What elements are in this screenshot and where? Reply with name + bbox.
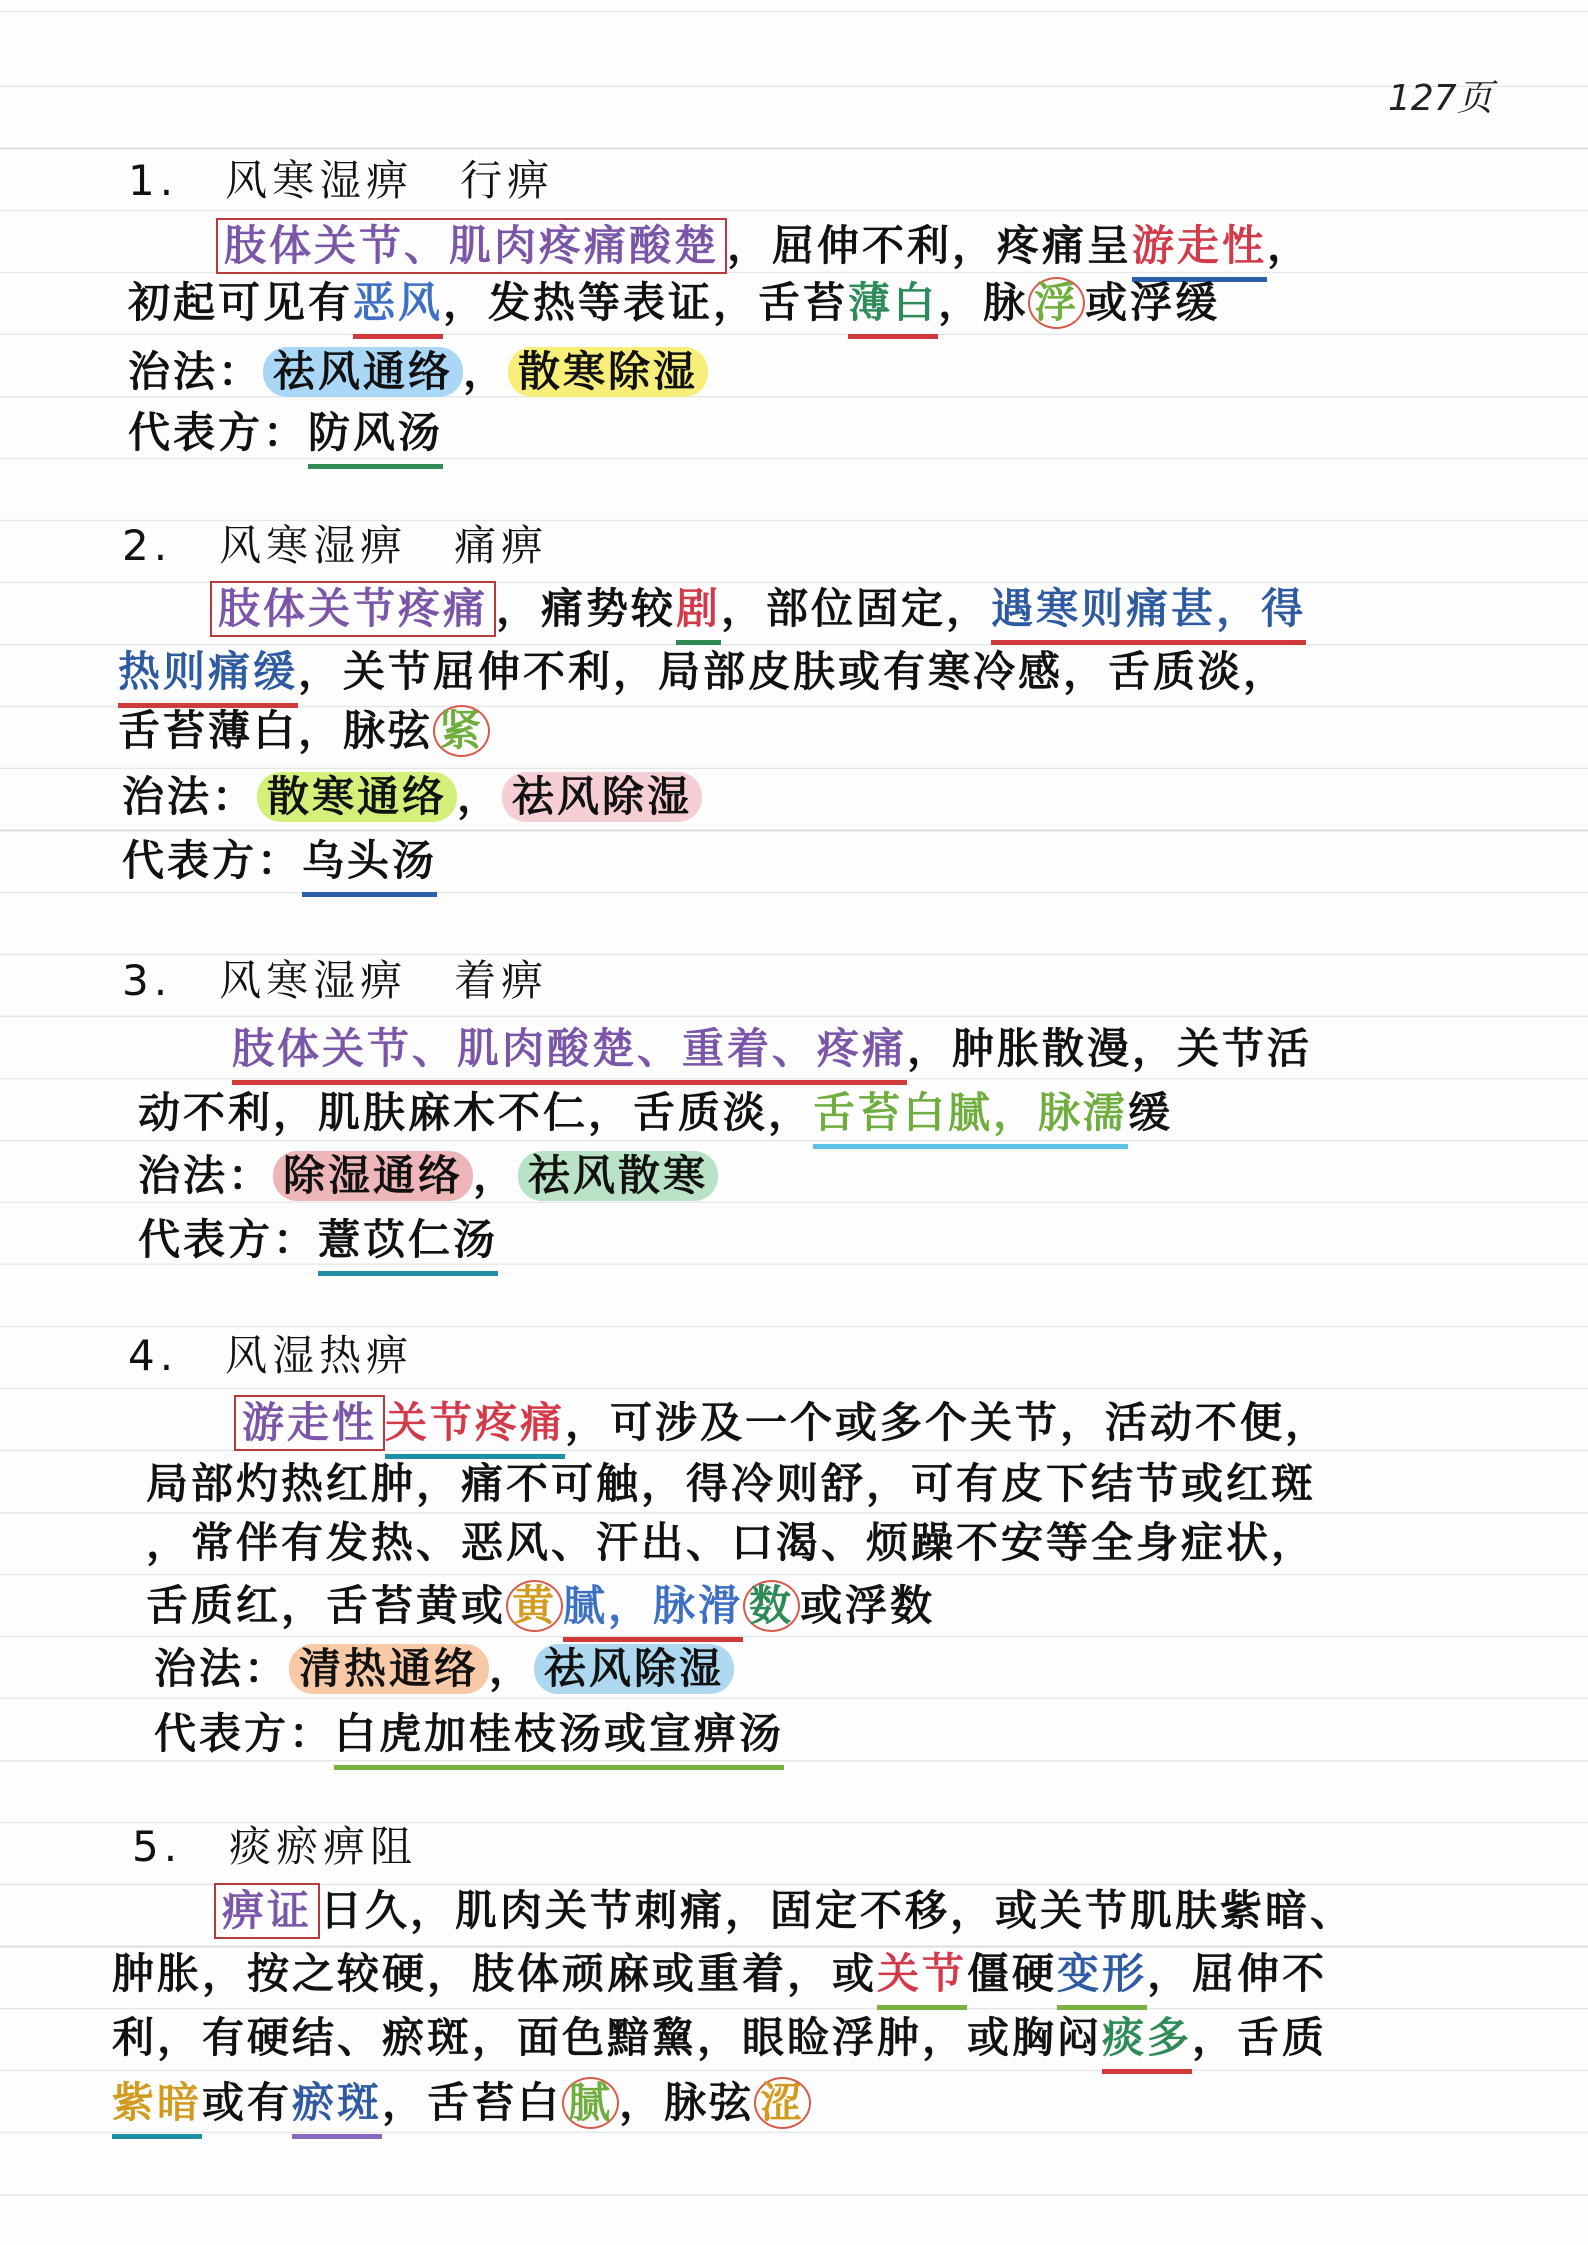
annotated-term: 清热通络 <box>289 1644 489 1694</box>
note-text: ，脉弦 <box>619 2078 755 2127</box>
note-text: 或浮缓 <box>1085 278 1221 327</box>
annotated-term: 祛风除湿 <box>534 1644 734 1694</box>
note-text: 初起可见有 <box>128 278 354 327</box>
note-text: ， <box>1267 221 1313 270</box>
annotated-term: 肢体关节疼痛 <box>210 581 496 637</box>
note-line <box>214 1880 1355 1942</box>
annotated-term: 遇寒则痛甚，得 <box>991 578 1306 645</box>
note-text: 治法： <box>154 1644 290 1693</box>
annotated-term: 紫暗 <box>112 2072 202 2139</box>
annotated-term: 祛风通络 <box>263 347 463 397</box>
note-text: ，肿胀散漫，关节活 <box>907 1024 1313 1073</box>
note-line <box>118 700 490 762</box>
note-text: 动不利，肌肤麻木不仁，舌质淡， <box>138 1088 814 1137</box>
annotated-term: 祛风散寒 <box>518 1151 718 1201</box>
note-line <box>122 766 702 828</box>
note-line <box>146 1512 1316 1574</box>
note-line <box>210 578 1306 645</box>
annotated-term: 痹证 <box>214 1883 320 1939</box>
annotated-term: 紧 <box>433 705 490 757</box>
note-text: 治法： <box>138 1151 274 1200</box>
note-line <box>154 1638 734 1700</box>
section-title: 5. 痰瘀痹阻 <box>132 1822 418 1871</box>
annotated-term: 散寒除湿 <box>508 347 708 397</box>
annotated-term: 热则痛缓 <box>118 641 298 708</box>
note-text: 利，有硬结、瘀斑，面色黯黧，眼睑浮肿，或胸闷 <box>112 2013 1103 2062</box>
note-line <box>122 830 437 897</box>
note-line <box>154 1703 784 1770</box>
annotated-term: 关节疼痛 <box>385 1392 565 1459</box>
note-text: ， <box>489 1644 535 1693</box>
annotated-term: 薄白 <box>848 272 938 339</box>
annotated-term: 游走性 <box>234 1395 385 1451</box>
note-text: 代表方： <box>128 408 309 457</box>
note-line <box>128 341 708 403</box>
annotated-term: 乌头汤 <box>302 830 437 897</box>
annotated-term: 腻，脉滑 <box>563 1575 743 1642</box>
note-text: ，发热等表证，舌苔 <box>443 278 849 327</box>
note-text: ，舌苔白 <box>382 2078 563 2127</box>
note-line <box>112 2007 1327 2074</box>
annotated-term: 除湿通络 <box>273 1151 473 1201</box>
annotated-term: 肢体关节、肌肉酸楚、重着、疼痛 <box>232 1018 907 1085</box>
note-text: 舌质红，舌苔黄或 <box>146 1581 507 1630</box>
annotated-term: 游走性 <box>1132 215 1267 282</box>
note-text: 局部灼热红肿，痛不可触，得冷则舒，可有皮下结节或红斑 <box>146 1459 1317 1508</box>
note-line <box>128 402 443 469</box>
note-line <box>138 1145 718 1207</box>
annotated-term: 薏苡仁汤 <box>318 1209 498 1276</box>
note-line <box>138 1209 498 1276</box>
annotated-term: 散寒通络 <box>257 772 457 822</box>
note-text: 治法： <box>128 347 264 396</box>
note-line <box>128 272 1220 339</box>
annotated-term: 肢体关节、肌肉疼痛酸楚 <box>216 218 727 274</box>
section-title: 3. 风寒湿痹 着痹 <box>122 956 549 1005</box>
note-text: ， <box>457 772 503 821</box>
section-title: 1. 风寒湿痹 行痹 <box>128 156 555 205</box>
note-text: ，屈伸不 <box>1147 1949 1328 1998</box>
note-text: ，舌质 <box>1192 2013 1328 2062</box>
annotated-term: 剧 <box>676 578 721 645</box>
note-text: ， <box>463 347 509 396</box>
page-number: 127页 <box>1388 78 1493 119</box>
annotated-term: 防风汤 <box>308 402 443 469</box>
annotated-term: 关节 <box>877 1943 967 2010</box>
note-text: 缓 <box>1128 1088 1174 1137</box>
annotated-term: 腻 <box>562 2077 619 2129</box>
note-line <box>138 1082 1173 1149</box>
section-title: 4. 风湿热痹 <box>128 1331 414 1380</box>
note-line <box>118 641 1288 708</box>
note-line <box>112 1943 1327 2010</box>
note-text: 舌苔薄白，脉弦 <box>118 706 434 755</box>
note-text: ，可涉及一个或多个关节，活动不便， <box>565 1398 1331 1447</box>
annotated-term: 黄 <box>506 1580 563 1632</box>
note-text: 或浮数 <box>800 1581 936 1630</box>
annotated-term: 浮 <box>1028 277 1085 329</box>
note-text: 肿胀，按之较硬，肢体顽麻或重着，或 <box>112 1949 878 1998</box>
annotated-term: 涩 <box>754 2077 811 2129</box>
annotated-term: 痰多 <box>1102 2007 1192 2074</box>
annotated-term: 白虎加桂枝汤或宣痹汤 <box>334 1703 784 1770</box>
section-title: 2. 风寒湿痹 痛痹 <box>122 521 549 570</box>
note-text: 治法： <box>122 772 258 821</box>
note-text: ，部位固定， <box>721 584 992 633</box>
note-text: ，关节屈伸不利，局部皮肤或有寒冷感，舌质淡， <box>298 647 1289 696</box>
note-text: ， <box>473 1151 519 1200</box>
note-text: 日久，肌肉关节刺痛，固定不移，或关节肌肤紫暗、 <box>320 1886 1356 1935</box>
annotated-term: 舌苔白腻，脉濡 <box>813 1082 1128 1149</box>
note-text: 僵硬 <box>967 1949 1058 1998</box>
annotated-term: 变形 <box>1057 1943 1147 2010</box>
note-text: 或有 <box>202 2078 293 2127</box>
annotated-term: 祛风除湿 <box>502 772 702 822</box>
note-text: 代表方： <box>154 1709 335 1758</box>
annotated-term: 恶风 <box>353 272 443 339</box>
note-line <box>146 1453 1316 1515</box>
note-line <box>146 1575 935 1642</box>
note-text: 代表方： <box>138 1215 319 1264</box>
note-text: 代表方： <box>122 836 303 885</box>
note-line <box>112 2072 811 2139</box>
note-line <box>234 1392 1330 1459</box>
note-text: ，痛势较 <box>496 584 677 633</box>
note-text: ，脉 <box>938 278 1029 327</box>
note-text: ，屈伸不利，疼痛呈 <box>727 221 1133 270</box>
annotated-term: 数 <box>743 1580 800 1632</box>
note-text: ，常伴有发热、恶风、汗出、口渴、烦躁不安等全身症状， <box>146 1518 1317 1567</box>
annotated-term: 瘀斑 <box>292 2072 382 2139</box>
note-line <box>232 1018 1312 1085</box>
